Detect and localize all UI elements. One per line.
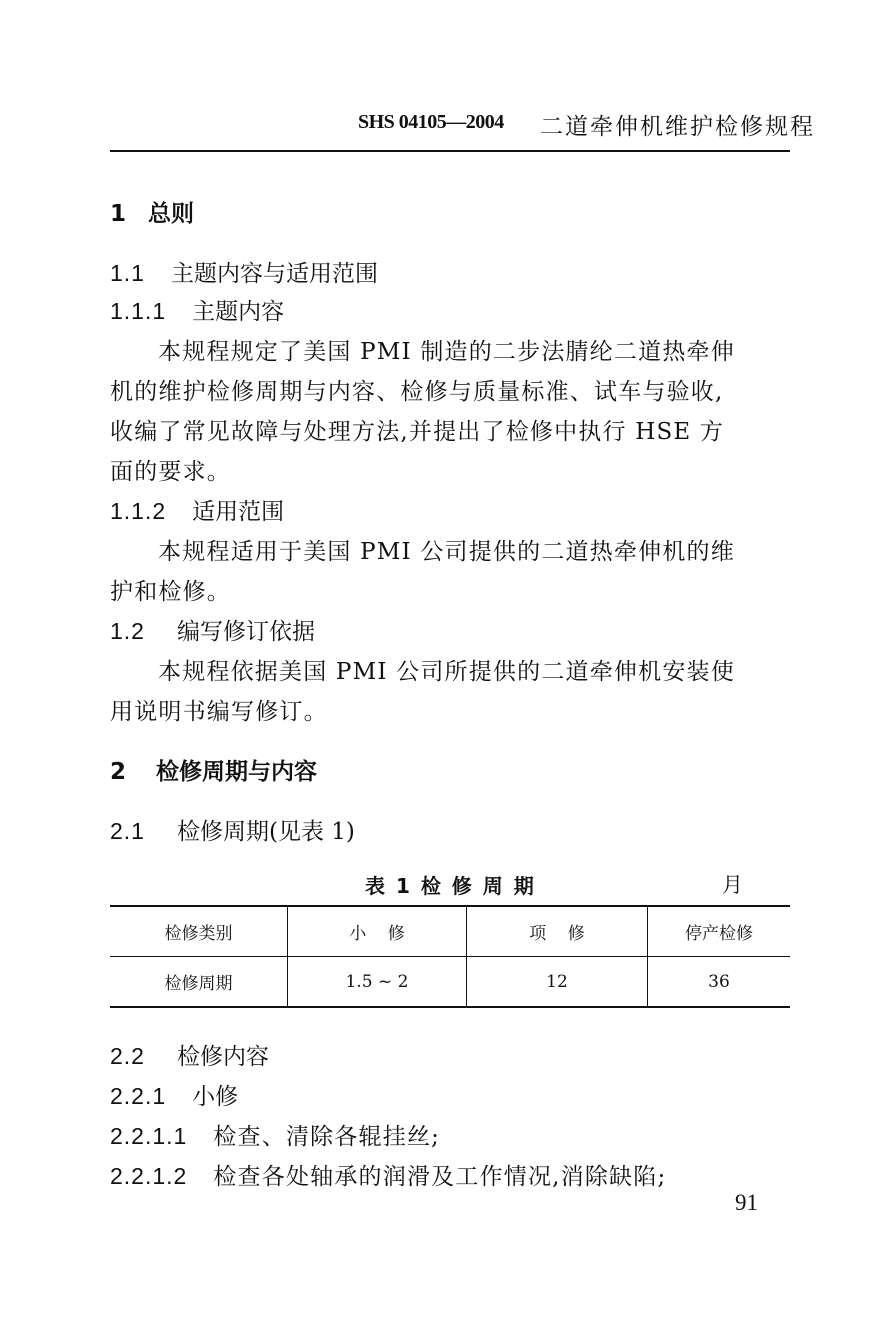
section-title: 主题内容与适用范围 (170, 261, 378, 287)
maintenance-cycle-table (110, 905, 790, 1008)
section-2-heading (110, 753, 317, 786)
table-header-cell: 小 修 (288, 906, 467, 957)
paragraph-line: 机的维护检修周期与内容、检修与质量标准、试车与验收, (110, 379, 724, 405)
section-1-1-heading (110, 255, 378, 288)
section-1-2-heading (110, 613, 315, 646)
clause-number: 2.2.1.1 (110, 1123, 188, 1149)
section-number: 2.2.1 (110, 1083, 167, 1109)
section-title: 检修内容 (176, 1044, 269, 1070)
clause-text: 检查、清除各辊挂丝; (213, 1124, 441, 1150)
section-number: 1.1.1 (110, 298, 167, 324)
table-caption: 表 1 检 修 周 期 (365, 874, 536, 898)
section-title: 检修周期与内容 (156, 759, 318, 785)
table-cell: 检修周期 (164, 974, 233, 994)
table-unit: 月 (722, 873, 743, 897)
section-1-1-2-heading (110, 493, 284, 526)
header-rule (110, 150, 790, 152)
table-row (110, 957, 790, 1008)
section-1-heading (110, 195, 194, 228)
paragraph-line: 护和检修。 (110, 579, 231, 605)
section-2-2-1-heading (110, 1078, 238, 1111)
section-number: 2 (110, 759, 127, 785)
section-1-1-1-heading (110, 293, 284, 326)
paragraph-line: 面的要求。 (110, 459, 231, 485)
section-2-2-heading (110, 1038, 269, 1071)
section-title: 检修周期(见表 1) (176, 819, 355, 845)
header-document-title: 二道牵伸机维护检修规程 (540, 114, 815, 140)
section-number: 1.1 (110, 260, 145, 286)
table-header-cell: 项 修 (467, 906, 648, 957)
table-header-row (110, 906, 790, 957)
paragraph-line: 本规程规定了美国 PMI 制造的二步法腈纶二道热牵伸 (158, 339, 735, 365)
clause-2-2-1-1 (110, 1118, 440, 1151)
section-title: 总则 (148, 201, 195, 227)
table-header-cell: 停产检修 (648, 906, 791, 957)
section-title: 小修 (192, 1084, 239, 1110)
table-cell: 12 (467, 957, 648, 1008)
section-title: 主题内容 (192, 299, 285, 325)
table-cell: 1.5 ~ 2 (288, 957, 467, 1008)
table-header-cell: 检修类别 (110, 906, 288, 957)
paragraph-line: 用说明书编写修订。 (110, 699, 328, 725)
section-2-1-heading (110, 813, 355, 846)
section-number: 2.1 (110, 818, 145, 844)
table-cell: 36 (648, 957, 791, 1008)
paragraph-line: 本规程依据美国 PMI 公司所提供的二道牵伸机安装使 (158, 659, 735, 685)
page-number: 91 (735, 1190, 758, 1215)
section-title: 适用范围 (192, 499, 285, 525)
clause-2-2-1-2 (110, 1158, 666, 1191)
section-number: 1 (110, 201, 127, 227)
paragraph-line: 本规程适用于美国 PMI 公司提供的二道热牵伸机的维 (158, 539, 735, 565)
clause-number: 2.2.1.2 (110, 1163, 188, 1189)
clause-text: 检查各处轴承的润滑及工作情况,消除缺陷; (213, 1164, 667, 1190)
section-title: 编写修订依据 (176, 619, 315, 645)
section-number: 2.2 (110, 1043, 145, 1069)
section-number: 1.2 (110, 618, 145, 644)
header-standard-code: SHS 04105—2004 (358, 111, 504, 133)
paragraph-line: 收编了常见故障与处理方法,并提出了检修中执行 HSE 方 (110, 419, 725, 445)
section-number: 1.1.2 (110, 498, 167, 524)
